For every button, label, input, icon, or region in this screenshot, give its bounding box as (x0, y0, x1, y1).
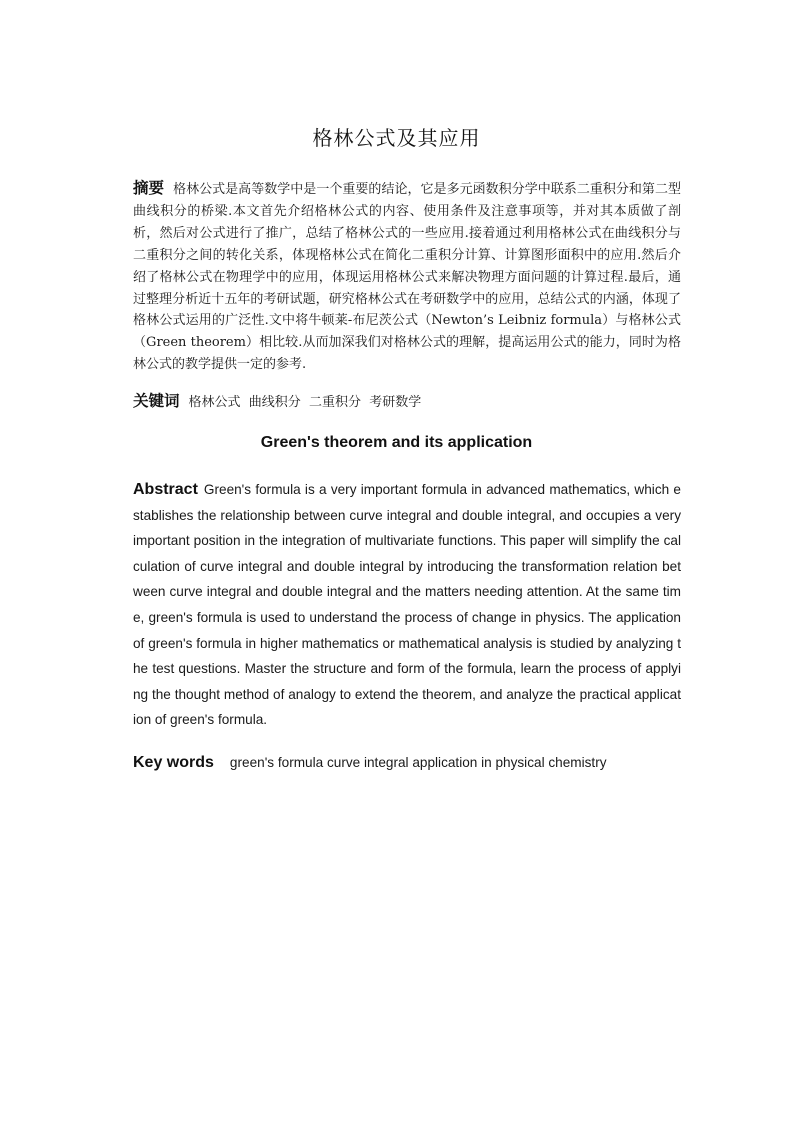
english-abstract-text: Green's formula is a very important formula in advanced mathematics, which establishes the relationship between curve integral and double integral, and occupies a very important position in the integration of multivariate functions. This paper will simplify the calculation of curve integral and double integral by introducing the transformation relation between curve integral and double integral and the matters needing attention. At the same time, green's formula is used to understand the process of change in physics. The application of green's formula in higher mathematics or mathematical analysis is studied by analyzing the test questions. Master the structure and form of the formula, learn the process of applying the thought method of analogy to extend the theorem, and analyze the practical application of green's formula. (133, 482, 681, 728)
chinese-abstract (133, 178, 681, 376)
chinese-title: 格林公式及其应用 (312, 126, 481, 150)
chinese-abstract-text: 格林公式是高等数学中是一个重要的结论，它是多元函数积分学中联系二重积分和第二型曲线积分的桥梁.本文首先介绍格林公式的内容、使用条件及注意事项等，并对其本质做了剖析，然后对公式进行了推广，总结了格林公式的一些应用.接着通过利用格林公式在曲线积分与二重积分之间的转化关系，体现格林公式在简化二重积分计算、计算图形面积中的应用.然后介绍了格林公式在物理学中的应用，体现运用格林公式来解决物理方面问题的计算过程.最后，通过整理分析近十五年的考研试题，研究格林公式在考研数学中的应用，总结公式的内涵，体现了格林公式运用的广泛性.文中将牛顿莱-布尼茨公式（Newton’s Leibniz formula）与格林公式（Green theorem）相比较.从而加深我们对格林公式的理解，提高运用公式的能力，同时为格林公式的教学提供一定的参考. (133, 182, 681, 373)
english-title: Green's theorem and its application (260, 434, 533, 451)
english-keywords (133, 751, 693, 775)
english-keywords-label: Key words (133, 754, 214, 771)
english-keywords-text: green's formula curve integral application in physical chemistry (229, 755, 607, 770)
chinese-keywords (133, 389, 681, 415)
chinese-keywords-label: 关键词 (133, 392, 180, 410)
english-abstract (133, 477, 681, 733)
chinese-keywords-text: 格林公式 曲线积分 二重积分 考研数学 (188, 395, 422, 410)
english-abstract-label: Abstract (133, 481, 198, 498)
chinese-abstract-label: 摘要 (133, 179, 165, 197)
